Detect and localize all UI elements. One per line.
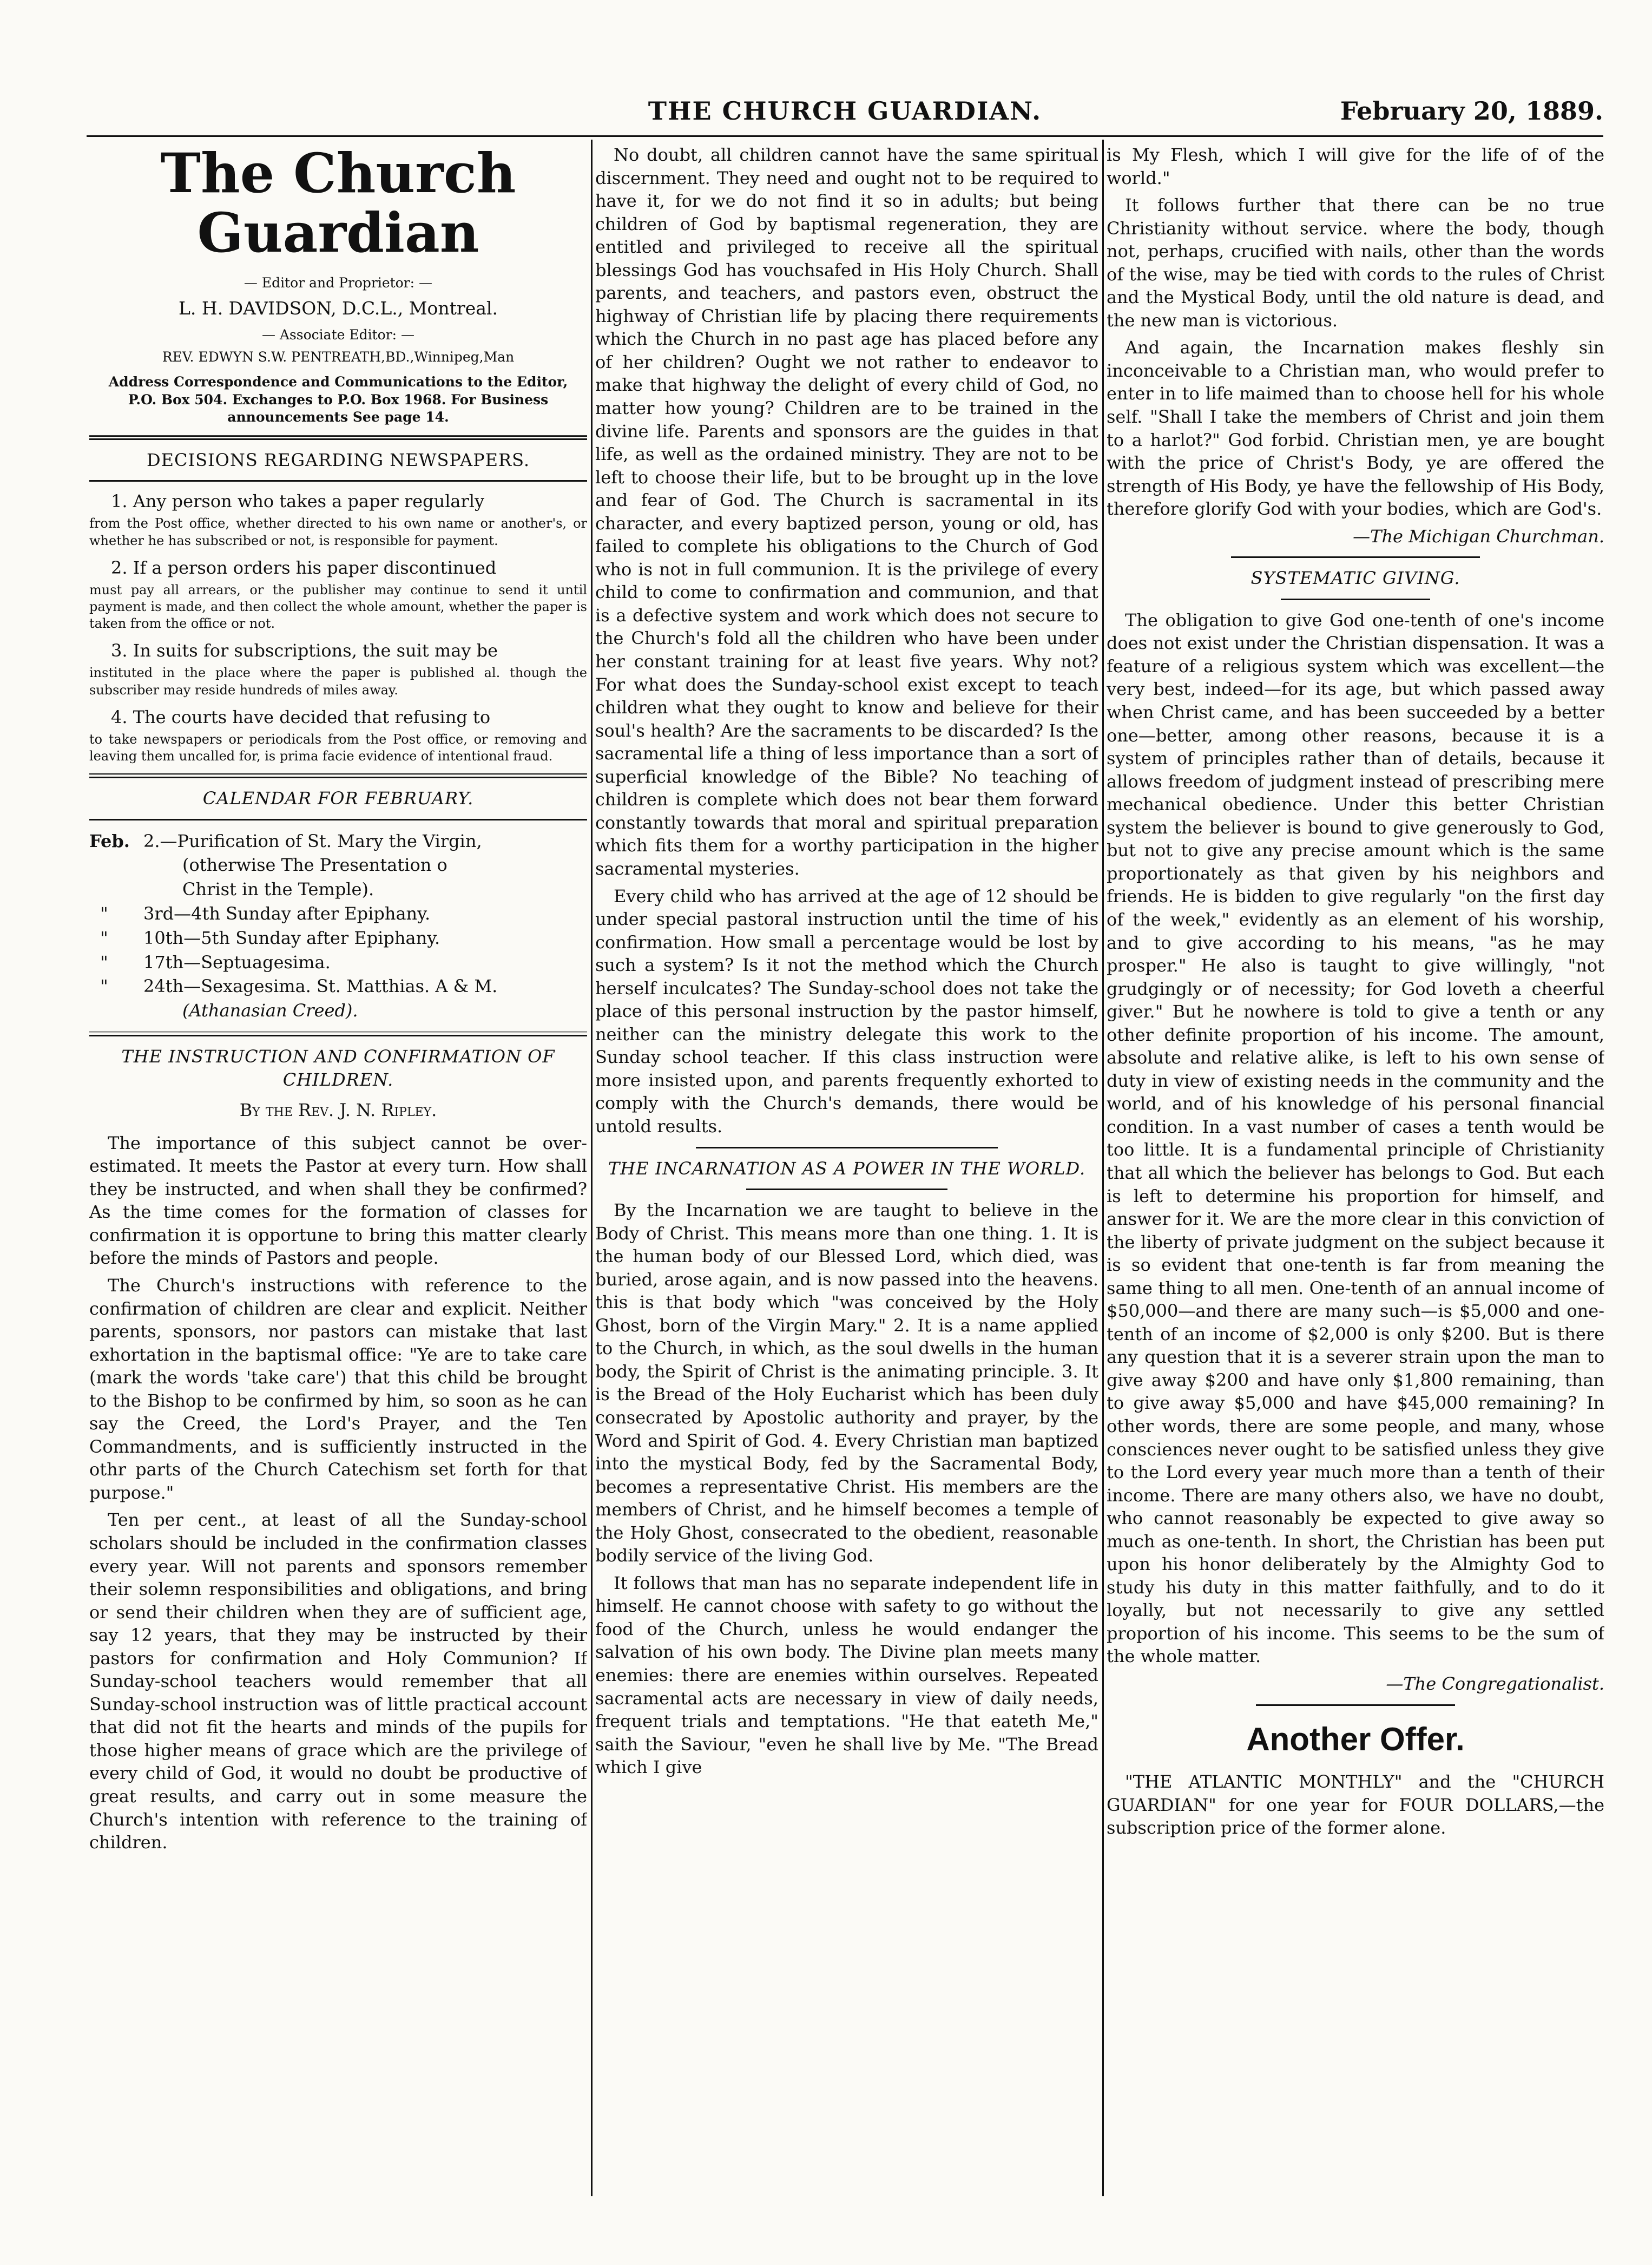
instruction-byline: By the Rev. J. N. Ripley. [239, 1100, 437, 1121]
calendar-lead [89, 877, 143, 902]
calendar-row [89, 926, 587, 950]
column-rule-1 [591, 140, 593, 2196]
decision-2-body: must pay all arrears, or the publisher may continue to send it until payment is made, and then collect the whole amount, whether the paper is taken from the office or not. [89, 582, 587, 632]
calendar-row [89, 999, 587, 1023]
calendar-text: 3rd—4th Sunday after Epiphany. [143, 903, 431, 924]
giving-rule [1281, 599, 1430, 600]
offer-paragraph: "THE ATLANTIC MONTHLY" and the "CHURCH GUARDIAN" for one year for FOUR DOLLARS,—the subscription price of the former alone. [1107, 1771, 1604, 1839]
instruction-paragraph: The importance of this subject cannot be over-estimated. It meets the Pastor at every turn. How shall they be instructed, and when shall they be confirmed? As the time comes for the formation of classes for confirmation it is opportune to bring this matter clearly before the minds of Pastors and people. [89, 1132, 587, 1269]
running-title: THE CHURCH GUARDIAN. [648, 96, 1042, 126]
calendar-lead: " [100, 976, 108, 997]
calendar-text: (Athanasian Creed). [182, 1000, 358, 1021]
incarnation-title: THE INCARNATION AS A POWER IN THE WORLD. [608, 1158, 1086, 1179]
column-3 [1107, 143, 1604, 2200]
associate-name: REV. EDWYN S.W. PENTREATH,BD.,Winnipeg,Man [162, 349, 515, 365]
calendar-list [89, 829, 587, 1023]
decision-4-body: to take newspapers or periodicals from the Post office, or removing and leaving them uncalled for, is prima facie evidence of intentional fraud. [89, 731, 587, 764]
column-1 [89, 143, 587, 2200]
incarnation-source: —The Michigan Churchman. [1353, 526, 1604, 547]
instruction-paragraph: No doubt, all children cannot have the same spiritual discernment. They need and ought not to be required to have it, for we do not find it so in adults; but being children of God by baptismal regeneration, they are entitled and privileged to receive all the spiritual blessings God has vouchsafed in His Holy Church. Shall parents, and teachers, and pastors even, obstruct the highway of Christian life by placing there requirements which the Church in no past age has placed before any of her children? Ought we not rather to endeavor to make that highway the delight of every child of God, no matter how young? Children are to be trained in the divine life. Parents and sponsors are the guides in that life, as well as the ordained ministry. They are not to be left to choose their life, but to be brought up in the love and fear of God. The Church is sacramental in its character, and every baptized person, young or old, has failed to complete his obligations to the Church of God who is not in full communion. It is the privilege of every child to come to confirmation and communion, and that is a defective system and work which does not secure to the Church's fold all the children who have been under her constant training for at least five years. Why not? For what does the Sunday-school exist except to teach children what they ought to know and believe for their soul's health? Are the sacraments to be discarded? Is the sacramental life a thing of less importance than a sort of superficial knowledge of the Bible? No teaching of children is complete which does not bear them forward constantly towards that moral and spiritual preparation which fits them for a worthy participation in the higher sacramental mysteries. [595, 145, 1098, 879]
decisions-end-rule [89, 773, 587, 778]
incarnation-paragraph: It follows that man has no separate independent life in himself. He cannot choose with safety to go without the food of the Church, unless he would endanger the salvation of his own body. The Divine plan meets many enemies: there are enemies within ourselves. Repeated sacramental acts are necessary in view of daily needs, frequent trials and temptations. "He that eateth Me," saith the Saviour, "even he shall live by Me. "The Bread which I give [595, 1572, 1098, 1778]
decision-4-lead: 4. The courts have decided that refusing to [111, 706, 491, 727]
instruction-title: THE INSTRUCTION AND CONFIRMATION OF CHILDREN. [121, 1046, 555, 1090]
calendar-text: Christ in the Temple). [182, 879, 374, 900]
editor-label: — Editor and Proprietor: — [243, 275, 433, 291]
incarnation-paragraph: By the Incarnation we are taught to believe in the Body of Christ. This means more than one thing. 1. It is the human body of our Blessed Lord, which died, was buried, arose again, and is now passed into the heavens. this is that body which "was conceived by the Holy Ghost, born of the Virgin Mary." 2. It is a name applied to the Church, in which, as the soul dwells in the human body, the Spirit of Christ is the animating principle. 3. It is the Bread of the Holy Eucharist which has been duly consecrated by Apostolic authority and prayer, by the Word and Spirit of God. 4. Every Christian man baptized into the mystical Body, fed by the Sacramental Body, becomes a representative Christ. His members are the members of Christ, and he himself becomes a temple of the Holy Ghost, consecrated to the obedient, reasonable bodily service of the living God. [595, 1200, 1098, 1566]
giving-top-rule [1231, 556, 1480, 558]
calendar-lead [89, 853, 143, 877]
masthead-title: The Church Guardian [160, 143, 516, 265]
giving-paragraph: The obligation to give God one-tenth of one's income does not exist under the Christian dispensation. It was a feature of a religious system which was excellent—the very best, indeed—for its age, but which passed away when Christ came, and has been succeeded by a better one—better, among other reasons, because it is a system of principles rather than of details, because it allows freedom of judgment instead of prescribing mere mechanical obedience. Under this better Christian system the believer is bound to give generously to God, but not to give any precise amount which is the same proportionately as that given by his neighbors and friends. He is bidden to give regularly "on the first day of the week," evidently as an element of his worship, and to give according to his means, "as he may prosper." He also is taught to give willingly, "not grudgingly or of necessity; for God loveth a cheerful giver." But he nowhere is told to give a tenth or any other definite proportion of his income. The amount, absolute and relative alike, is left to his own sense of duty in view of existing needs in the community and the world, and of his knowledge of his personal financial condition. In a vast number of cases a tenth would be too little. It is a fundamental principle of Christianity that all which the believer has belongs to God. But each is left to determine his proportion for himself, and answer for it. We are the more clear in this conviction of the liberty of private judgment on the subject because it is so evident that one-tenth is far from meaning the same thing to all men. One-tenth of an annual income of $50,000—and there are many such—is $5,000 and one-tenth of an income of $2,000 is only $200. But is there any question that it is a severer strain upon the man to give away $200 and have only $1,800 remaining, than to give away $5,000 and have $45,000 remaining? In other words, there are some people, and many, whose consciences never ought to be satisfied unless they give to the Lord every year much more than a tenth of their income. There are many others also, we have no doubt, who cannot reasonably be expected to give away so much as one-tenth. In short, the Christian has been put upon his honor deliberately by the Almighty God to study his duty in this matter faithfully, and to do it loyally, but not necessarily to give any settled proportion of his income. This seems to be the sum of the whole matter. [1107, 609, 1604, 1667]
offer-title: Another Offer. [1246, 1721, 1465, 1757]
instruction-paragraph: Every child who has arrived at the age of 12 should be under special pastoral instruction until the time of his confirmation. How small a percentage would be lost by such a system? Is it not the method which the Church herself inculcates? The Sunday-school does not take the place of this personal instruction by the pastor himself, neither can the ministry delegate this work to the Sunday school teacher. If this class instruction were more insisted upon, and parents frequently exhorted to comply with the Church's demands, there would be untold results. [595, 885, 1098, 1137]
calendar-row [89, 853, 587, 877]
calendar-text: 2.—Purification of St. Mary the Virgin, [143, 830, 482, 851]
page-header [87, 92, 1603, 137]
decision-1-lead: 1. Any person who takes a paper regularly [111, 491, 485, 512]
decision-1-body: from the Post office, whether directed to his own name or another's, or whether he has subscribed or not, is responsible for payment. [89, 516, 587, 548]
decision-3-lead: 3. In suits for subscriptions, the suit may be [111, 640, 498, 661]
issue-date: February 20, 1889. [1340, 96, 1603, 126]
calendar-lead [89, 999, 143, 1023]
calendar-lead: " [100, 927, 108, 948]
calendar-row [89, 877, 587, 902]
calendar-row [89, 950, 587, 975]
masthead-rule [89, 435, 587, 440]
decisions-list [89, 490, 587, 765]
calendar-row [89, 902, 587, 926]
calendar-text: 10th—5th Sunday after Epiphany. [143, 927, 440, 948]
decision-3-body: instituted in the place where the paper is published al. though the subscriber may reside hundreds of miles away. [89, 665, 587, 698]
incarnation-paragraph: And again, the Incarnation makes fleshly sin inconceivable to a Christian man, who would prefer to enter in to life maimed than to choose hell for his whole self. "Shall I take the members of Christ and join them to a harlot?" God forbid. Christian men, ye are bought with the price of Christ's Body, ye are offered the strength of His Body, ye have the fellowship of His Body, therefore glorify God with your bodies, which are God's. [1107, 337, 1604, 520]
column-2 [595, 143, 1098, 2200]
calendar-title: CALENDAR FOR FEBRUARY. [202, 788, 474, 809]
calendar-lead: " [100, 903, 108, 924]
calendar-row [89, 829, 587, 854]
calendar-text: (otherwise The Presentation o [182, 855, 447, 876]
offer-top-rule [1256, 1704, 1455, 1706]
decisions-rule [89, 480, 587, 482]
incarnation-top-rule [696, 1147, 998, 1148]
incarnation-rule [746, 1189, 947, 1190]
calendar-rule [89, 819, 587, 820]
associate-label: — Associate Editor: — [261, 327, 415, 343]
giving-source: —The Congregationalist. [1386, 1673, 1604, 1694]
instruction-paragraph: Ten per cent., at least of all the Sunday-school scholars should be included in the confirmation classes every year. Will not parents and sponsors remember their solemn responsibilities and obligations, and bring or send their children when they are of sufficient age, say 12 years, that they may be instructed by their pastors for confirmation and Holy Communion? If Sunday-school teachers would remember that all Sunday-school instruction was of little practical account that did not fit the hearts and minds of the pupils for those higher means of grace which are the privilege of every child of God, it would no doubt be productive of great results, and carry out in some measure the Church's intention with reference to the training of children. [89, 1509, 587, 1853]
incarnation-paragraph: is My Flesh, which I will give for the life of of the world." [1107, 145, 1604, 188]
calendar-text: 17th—Septuagesima. [143, 951, 331, 973]
column-rule-2 [1102, 140, 1104, 2196]
calendar-end-rule [89, 1032, 587, 1036]
calendar-row [89, 974, 587, 999]
editor-name: L. H. DAVIDSON, D.C.L., Montreal. [179, 297, 498, 319]
address-notice: Address Correspondence and Communications to the Editor, P.O. Box 504. Exchanges to P.O. Box 1968. For Business announcements See page 14. [108, 374, 568, 425]
calendar-lead: Feb. [89, 830, 130, 851]
incarnation-paragraph: It follows further that there can be no true Christianity without service. where the body, though not, perhaps, crucified with nails, other than the words of the wise, may be tied with cords to the rules of Christ and the Mystical Body, until the old nature is dead, and the new man is victorious. [1107, 195, 1604, 331]
instruction-paragraph: The Church's instructions with reference to the confirmation of children are clear and explicit. Neither parents, sponsors, nor pastors can mistake that last exhortation in the baptismal office: "Ye are to take care (mark the words 'take care') that this child be brought to the Bishop to be confirmed by him, so soon as he can say the Creed, the Lord's Prayer, and the Ten Commandments, and is sufficiently instructed in the othr parts of the Church Catechism set forth for that purpose." [89, 1275, 587, 1503]
giving-title: SYSTEMATIC GIVING. [1250, 568, 1460, 589]
decisions-title: DECISIONS REGARDING NEWSPAPERS. [146, 449, 530, 470]
calendar-lead: " [100, 951, 108, 973]
decision-2-lead: 2. If a person orders his paper discontinued [111, 557, 497, 578]
calendar-text: 24th—Sexagesima. St. Matthias. A & M. [143, 976, 498, 997]
